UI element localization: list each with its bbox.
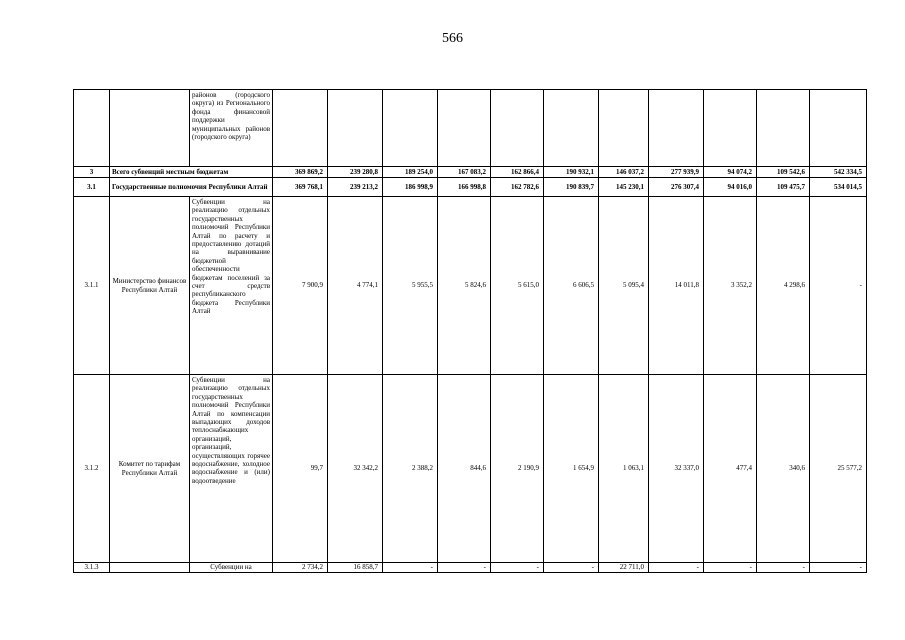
- cell-value: 534 014,5: [810, 178, 867, 197]
- cell-value: 340,6: [757, 375, 810, 563]
- cell-value: 145 230,1: [599, 178, 649, 197]
- cell-value: 542 334,5: [810, 167, 867, 178]
- cell-value: -: [438, 563, 491, 573]
- cell-value: 239 280,8: [328, 167, 383, 178]
- continuation-row: [74, 90, 867, 167]
- cell-value: 5 824,6: [438, 197, 491, 375]
- table-row: [74, 375, 867, 563]
- cell-value: 22 711,0: [599, 563, 649, 573]
- cell-value: 14 011,8: [649, 197, 704, 375]
- cell-value: -: [810, 197, 867, 375]
- cell-index: 3.1.1: [74, 197, 110, 375]
- cell-value: 5 095,4: [599, 197, 649, 375]
- cell-value: 146 037,2: [599, 167, 649, 178]
- cell-value: 2 734,2: [273, 563, 328, 573]
- page-number: 566: [442, 31, 463, 46]
- cell-value: 99,7: [273, 375, 328, 563]
- cell-value: 4 298,6: [757, 197, 810, 375]
- cell-index: 3: [74, 167, 110, 178]
- cell-value: 190 839,7: [544, 178, 599, 197]
- cell-label: Государственные полномочия Республики Алтай: [110, 178, 273, 197]
- cell-value: 1 654,9: [544, 375, 599, 563]
- cell-index: 3.1.2: [74, 375, 110, 563]
- cell-value: 4 774,1: [328, 197, 383, 375]
- cell-executor: Комитет по тарифам Республики Алтай: [110, 375, 190, 563]
- cell-value: 32 337,0: [649, 375, 704, 563]
- cell-index: 3.1: [74, 178, 110, 197]
- cell-value: 277 939,9: [649, 167, 704, 178]
- cell-value: 369 768,1: [273, 178, 328, 197]
- cell-value: 190 932,1: [544, 167, 599, 178]
- cell-value: 5 615,0: [491, 197, 544, 375]
- cell-label: Всего субвенций местным бюджетам: [110, 167, 273, 178]
- cell-description: районов (городского округа) из Регионального фонда финансовой поддержки муниципальных районов (городского округа): [190, 90, 273, 167]
- table-row: [74, 563, 867, 573]
- cell-value: 3 352,2: [704, 197, 757, 375]
- cell-index: 3.1.3: [74, 563, 110, 573]
- cell-value: 369 869,2: [273, 167, 328, 178]
- cell-description: Субвенции на реализацию отдельных государственных полномочий Республики Алтай по компенсации выпадающих доходов теплоснабжающих организаций, организаций, осуществляющих горячее водоснабжение, холодное водоснабжение и (или) водоотведение: [190, 375, 273, 563]
- table-row: [74, 197, 867, 375]
- cell-executor: [110, 563, 190, 573]
- cell-value: -: [383, 563, 438, 573]
- cell-value: 2 388,2: [383, 375, 438, 563]
- total-row: [74, 167, 867, 178]
- cell-value: 94 016,0: [704, 178, 757, 197]
- budget-table: [73, 89, 867, 573]
- cell-value: 109 542,6: [757, 167, 810, 178]
- cell-value: -: [810, 563, 867, 573]
- cell-value: -: [491, 563, 544, 573]
- cell-value: 109 475,7: [757, 178, 810, 197]
- cell-value: 2 190,9: [491, 375, 544, 563]
- cell-value: 189 254,0: [383, 167, 438, 178]
- cell-value: -: [704, 563, 757, 573]
- cell-executor: Министерство финансов Республики Алтай: [110, 197, 190, 375]
- cell-value: 239 213,2: [328, 178, 383, 197]
- cell-value: 276 307,4: [649, 178, 704, 197]
- cell-value: 1 063,1: [599, 375, 649, 563]
- cell-value: 477,4: [704, 375, 757, 563]
- cell-value: -: [649, 563, 704, 573]
- cell-value: 162 866,4: [491, 167, 544, 178]
- cell-value: 25 577,2: [810, 375, 867, 563]
- cell-value: 5 955,5: [383, 197, 438, 375]
- cell-value: 32 342,2: [328, 375, 383, 563]
- cell-value: 7 900,9: [273, 197, 328, 375]
- cell-value: 166 998,8: [438, 178, 491, 197]
- cell-value: -: [544, 563, 599, 573]
- cell-value: 167 083,2: [438, 167, 491, 178]
- cell-value: 16 858,7: [328, 563, 383, 573]
- cell-description: Субвенции на: [190, 563, 273, 573]
- cell-value: 6 606,5: [544, 197, 599, 375]
- state-powers-row: [74, 178, 867, 197]
- cell-value: 162 782,6: [491, 178, 544, 197]
- cell-value: 94 074,2: [704, 167, 757, 178]
- cell-value: 186 998,9: [383, 178, 438, 197]
- cell-value: 844,6: [438, 375, 491, 563]
- cell-value: -: [757, 563, 810, 573]
- cell-description: Субвенции на реализацию отдельных государственных полномочий Республики Алтай по расчету и предоставлению дотаций на выравнивание бюджетной обеспеченности бюджетам поселений за счет средств республиканского бюджета Республики Алтай: [190, 197, 273, 375]
